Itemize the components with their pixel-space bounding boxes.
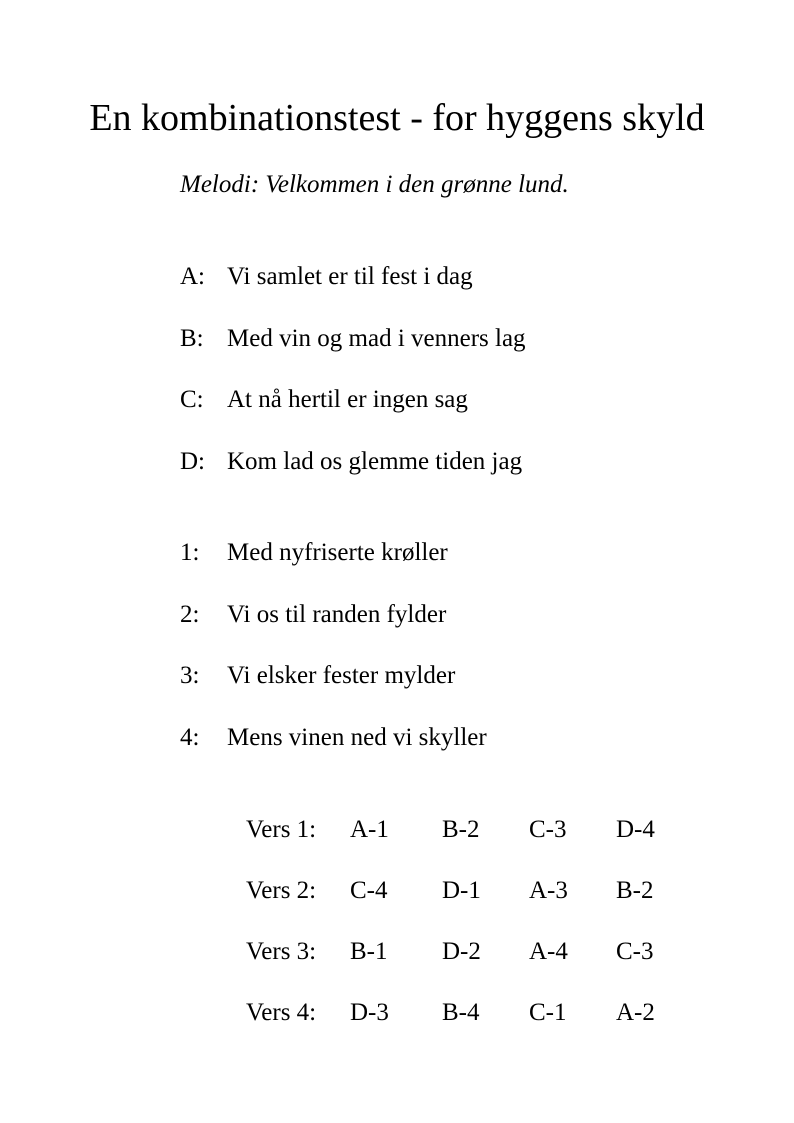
lyric-line — [180, 385, 468, 415]
verse-combo: C-4 — [350, 877, 388, 904]
verse-label: Vers 3: — [246, 938, 317, 965]
verse-combo: D-1 — [442, 877, 481, 904]
line-key: A: — [180, 263, 205, 290]
line-text: Med nyfriserte krøller — [227, 539, 448, 566]
lyric-line — [180, 723, 487, 753]
line-text: Kom lad os glemme tiden jag — [227, 448, 523, 475]
verse-combo: C-3 — [529, 816, 567, 843]
verse-combo: A-2 — [616, 999, 655, 1026]
lyric-line — [180, 661, 455, 691]
line-text: Vi samlet er til fest i dag — [227, 263, 473, 290]
line-text: Vi os til randen fylder — [227, 601, 447, 628]
lyric-line — [180, 324, 526, 354]
line-key: 3: — [180, 662, 200, 689]
verse-combo: B-2 — [616, 877, 654, 904]
lyric-line — [180, 262, 473, 292]
verse-label: Vers 4: — [246, 999, 317, 1026]
verse-combo: B-1 — [350, 938, 388, 965]
verse-label: Vers 1: — [246, 816, 317, 843]
verse-combo: D-2 — [442, 938, 481, 965]
verse-label: Vers 2: — [246, 877, 317, 904]
verse-combo: A-3 — [529, 877, 568, 904]
verse-combo: B-2 — [442, 816, 480, 843]
line-key: 2: — [180, 601, 200, 628]
line-key: 1: — [180, 539, 200, 566]
line-key: D: — [180, 448, 205, 475]
line-key: C: — [180, 386, 204, 413]
verse-combo: D-3 — [350, 999, 389, 1026]
verse-combo: C-1 — [529, 999, 567, 1026]
line-text: Med vin og mad i venners lag — [227, 325, 526, 352]
line-key: 4: — [180, 724, 200, 751]
verse-combo: C-3 — [616, 938, 654, 965]
lyric-line — [180, 447, 522, 477]
line-key: B: — [180, 325, 204, 352]
line-text: At nå hertil er ingen sag — [227, 386, 468, 413]
line-text: Mens vinen ned vi skyller — [227, 724, 487, 751]
page-title: En kombinationstest - for hyggens skyld — [89, 97, 705, 139]
verse-combo: D-4 — [616, 816, 655, 843]
lyric-line — [180, 600, 446, 630]
lyric-line — [180, 538, 448, 568]
verse-combo: A-1 — [350, 816, 389, 843]
melody-subtitle: Melodi: Velkommen i den grønne lund. — [180, 171, 569, 198]
verse-combo: B-4 — [442, 999, 480, 1026]
verse-combo: A-4 — [529, 938, 568, 965]
line-text: Vi elsker fester mylder — [227, 662, 456, 689]
